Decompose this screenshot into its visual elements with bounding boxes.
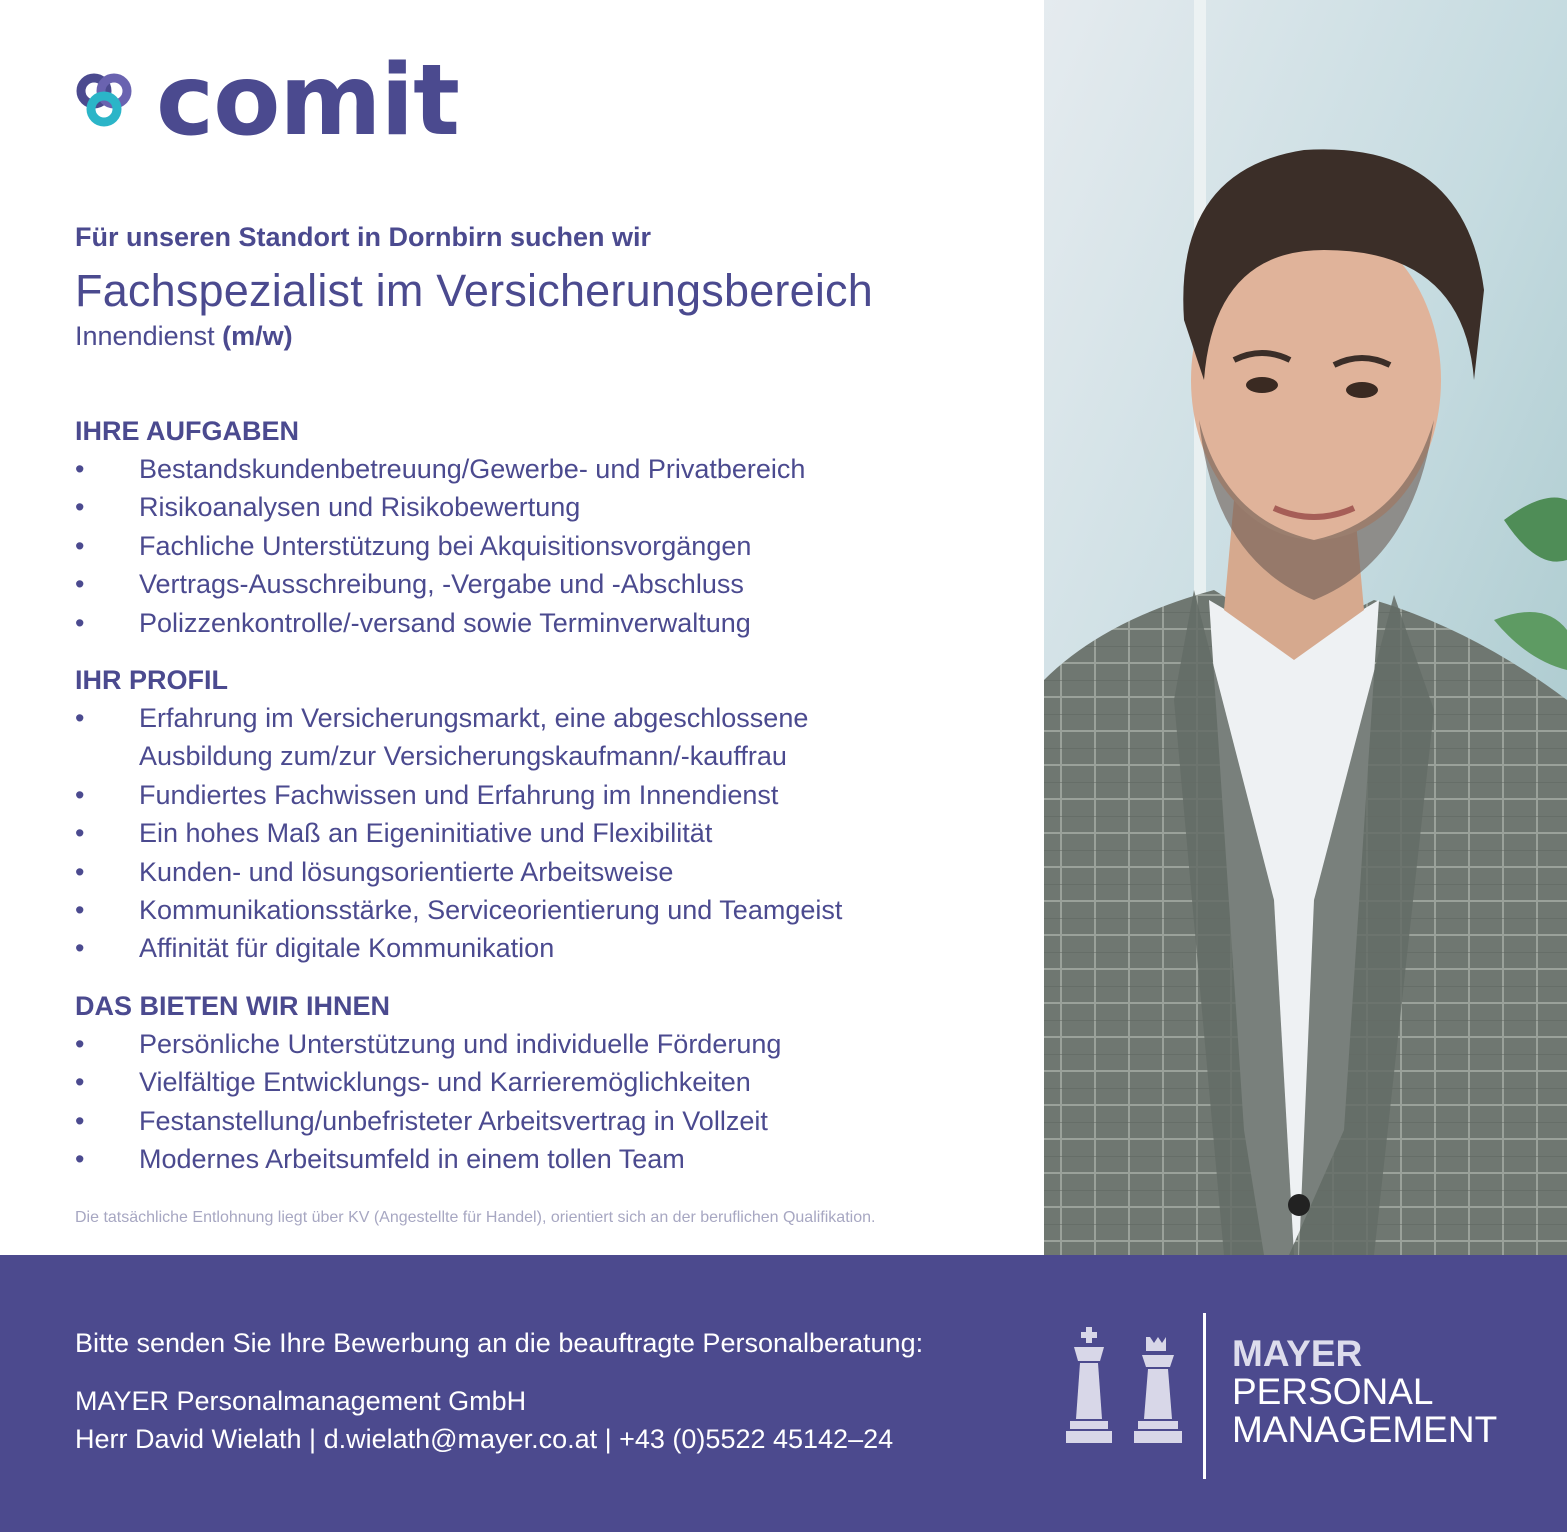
item-text: Modernes Arbeitsumfeld in einem tollen Team [139, 1144, 685, 1175]
item-text: Fundiertes Fachwissen und Erfahrung im Innendienst [139, 779, 779, 810]
bullet: • [75, 492, 85, 523]
mayer-logo [1232, 1335, 1497, 1449]
item-text: Vertrags-Ausschreibung, -Vergabe und -Abschluss [139, 569, 744, 600]
item-text: Ausbildung zum/zur Versicherungskaufmann/-kauffrau [139, 741, 787, 772]
list-item [75, 604, 1035, 642]
item-text: Bestandskundenbetreuung/Gewerbe- und Privatbereich [139, 454, 806, 484]
comit-rings-icon [72, 69, 136, 133]
item-text: Erfahrung im Versicherungsmarkt, eine abgeschlossene [139, 703, 809, 733]
list-item [75, 891, 1035, 929]
bullet: • [75, 1144, 85, 1175]
list-item [75, 1102, 1035, 1140]
bullet: • [75, 703, 85, 733]
item-text: Kunden- und lösungsorientierte Arbeitsweise [139, 856, 674, 887]
list-item [75, 565, 1035, 603]
bullet: • [75, 1067, 85, 1098]
job-title: Fachspezialist im Versicherungsbereich [75, 265, 873, 316]
salary-footnote: Die tatsächliche Entlohnung liegt über KV (Angestellte für Handel), orientiert sich an der beruflichen Qualifikation. [75, 1209, 876, 1226]
list-item [75, 814, 1035, 852]
bullet: • [75, 779, 85, 810]
task-list [75, 450, 1035, 642]
bullet: • [75, 607, 85, 638]
item-text: Persönliche Unterstützung und individuelle Förderung [139, 1029, 782, 1059]
bullet: • [75, 454, 85, 484]
list-item [75, 1140, 1035, 1178]
bullet: • [75, 933, 85, 964]
section-heading: IHRE AUFGABEN [75, 416, 300, 446]
section-heading: DAS BIETEN WIR IHNEN [75, 991, 391, 1021]
mayer-logo-line2: PERSONAL [1232, 1371, 1434, 1412]
contact-line: Herr David Wielath | d.wielath@mayer.co.at | +43 (0)5522 45142–24 [75, 1424, 894, 1454]
list-item [75, 853, 1035, 891]
list-item [75, 488, 1035, 526]
list-item [75, 527, 1035, 565]
item-text: Ein hohes Maß an Eigeninitiative und Flexibilität [139, 818, 713, 849]
bullet: • [75, 895, 85, 926]
section-profil [75, 661, 1035, 968]
bullet: • [75, 1029, 85, 1059]
bullet: • [75, 818, 85, 849]
list-item [75, 699, 1035, 737]
item-text: Affinität für digitale Kommunikation [139, 933, 555, 964]
bullet: • [75, 856, 85, 887]
item-text: Fachliche Unterstützung bei Akquisitionsvorgängen [139, 530, 752, 561]
list-item [75, 450, 1035, 488]
job-subtitle [75, 321, 293, 352]
apply-text: Bitte senden Sie Ihre Bewerbung an die beauftragte Personalberatung: [75, 1328, 924, 1358]
bullet: • [75, 530, 85, 561]
mayer-logo-line1: MAYER [1232, 1333, 1363, 1374]
item-text: Risikoanalysen und Risikobewertung [139, 492, 581, 523]
chess-pieces-icon [1062, 1327, 1182, 1457]
item-text: Festanstellung/unbefristeter Arbeitsvertrag in Vollzeit [139, 1105, 768, 1136]
comit-logo [72, 44, 459, 158]
subtitle-prefix: Innendienst [75, 321, 223, 351]
list-item [75, 929, 1035, 967]
intro-line: Für unseren Standort in Dornbirn suchen wir [75, 222, 652, 252]
portrait-photo [1044, 0, 1567, 1255]
profile-list [75, 699, 1035, 968]
item-text: Kommunikationsstärke, Serviceorientierung und Teamgeist [139, 895, 843, 926]
bullet: • [75, 1105, 85, 1136]
mayer-logo-line3: MANAGEMENT [1232, 1409, 1498, 1450]
subtitle-gender: (m/w) [222, 321, 293, 351]
section-heading: IHR PROFIL [75, 665, 228, 695]
section-bieten [75, 987, 1035, 1179]
list-item-continuation [75, 737, 1035, 775]
logo-divider [1203, 1313, 1206, 1479]
item-text: Polizzenkontrolle/-versand sowie Terminverwaltung [139, 607, 751, 638]
list-item [75, 1063, 1035, 1101]
list-item [75, 1025, 1035, 1063]
company-name: MAYER Personalmanagement GmbH [75, 1386, 527, 1416]
item-text: Vielfältige Entwicklungs- und Karrieremöglichkeiten [139, 1067, 751, 1098]
bullet: • [75, 569, 85, 600]
footer-band [0, 1255, 1567, 1532]
offer-list [75, 1025, 1035, 1179]
list-item [75, 776, 1035, 814]
section-aufgaben [75, 412, 1035, 642]
comit-wordmark: comit [156, 44, 459, 158]
portrait-illustration [1044, 0, 1567, 1255]
